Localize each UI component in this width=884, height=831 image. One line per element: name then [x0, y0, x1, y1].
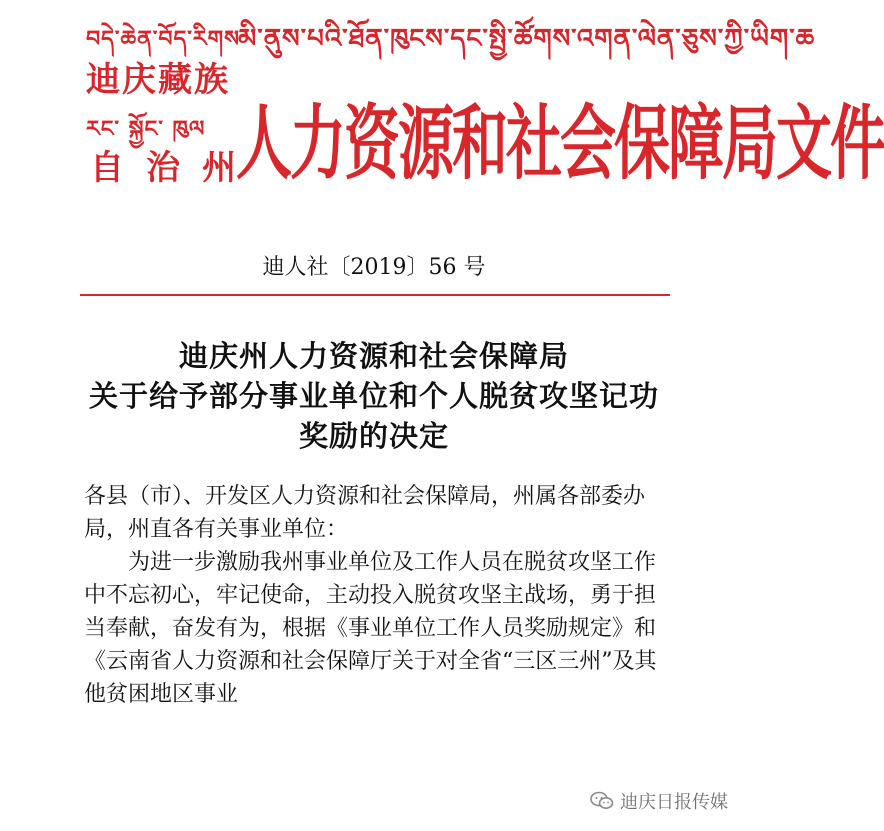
body-paragraph: 为进一步激励我州事业单位及工作人员在脱贫攻坚工作中不忘初心，牢记使命，主动投入脱贫攻坚主战场，勇于担当奉献，奋发有为，根据《事业单位工作人员奖励规定》和《云南省人力资源和社会保障厅关于对全省“三区三州”及其他贫困地区事业 [84, 550, 657, 707]
document-title [0, 336, 748, 456]
document-header [0, 0, 884, 200]
tibetan-prefecture-type: རང་ སྐྱོང་ ཁུལ [86, 117, 206, 142]
prefecture-type: 自治州 [90, 148, 258, 188]
wechat-icon [590, 791, 614, 811]
title-line: 关于给予部分事业单位和个人脱贫攻坚记功 [88, 379, 659, 413]
tibetan-prefecture-name: བདེ་ཆེན་བོད་རིགས [86, 27, 240, 52]
red-divider [80, 294, 670, 296]
watermark-text: 迪庆日报传媒 [620, 792, 728, 813]
title-line: 奖励的决定 [298, 419, 449, 453]
document-number: 迪人社〔2019〕56 号 [262, 255, 486, 280]
bureau-document-title: 人力资源和社会保障局文件 [236, 95, 884, 192]
title-line: 迪庆州人力资源和社会保障局 [178, 339, 569, 373]
prefecture-name: 迪庆藏族 [86, 60, 230, 100]
source-watermark [590, 786, 728, 816]
tibetan-bureau-title: མི་ནུས་པའི་ཐོན་ཁུངས་དང་སྤྱི་ཚོགས་འགན་ལེན་ཅུས་ཀྱི་ཡིག་ཆ [238, 24, 816, 54]
addressee: 各县（市）、开发区人力资源和社会保障局，州属各部委办局，州直各有关事业单位： [84, 484, 646, 542]
document-body [84, 480, 672, 711]
